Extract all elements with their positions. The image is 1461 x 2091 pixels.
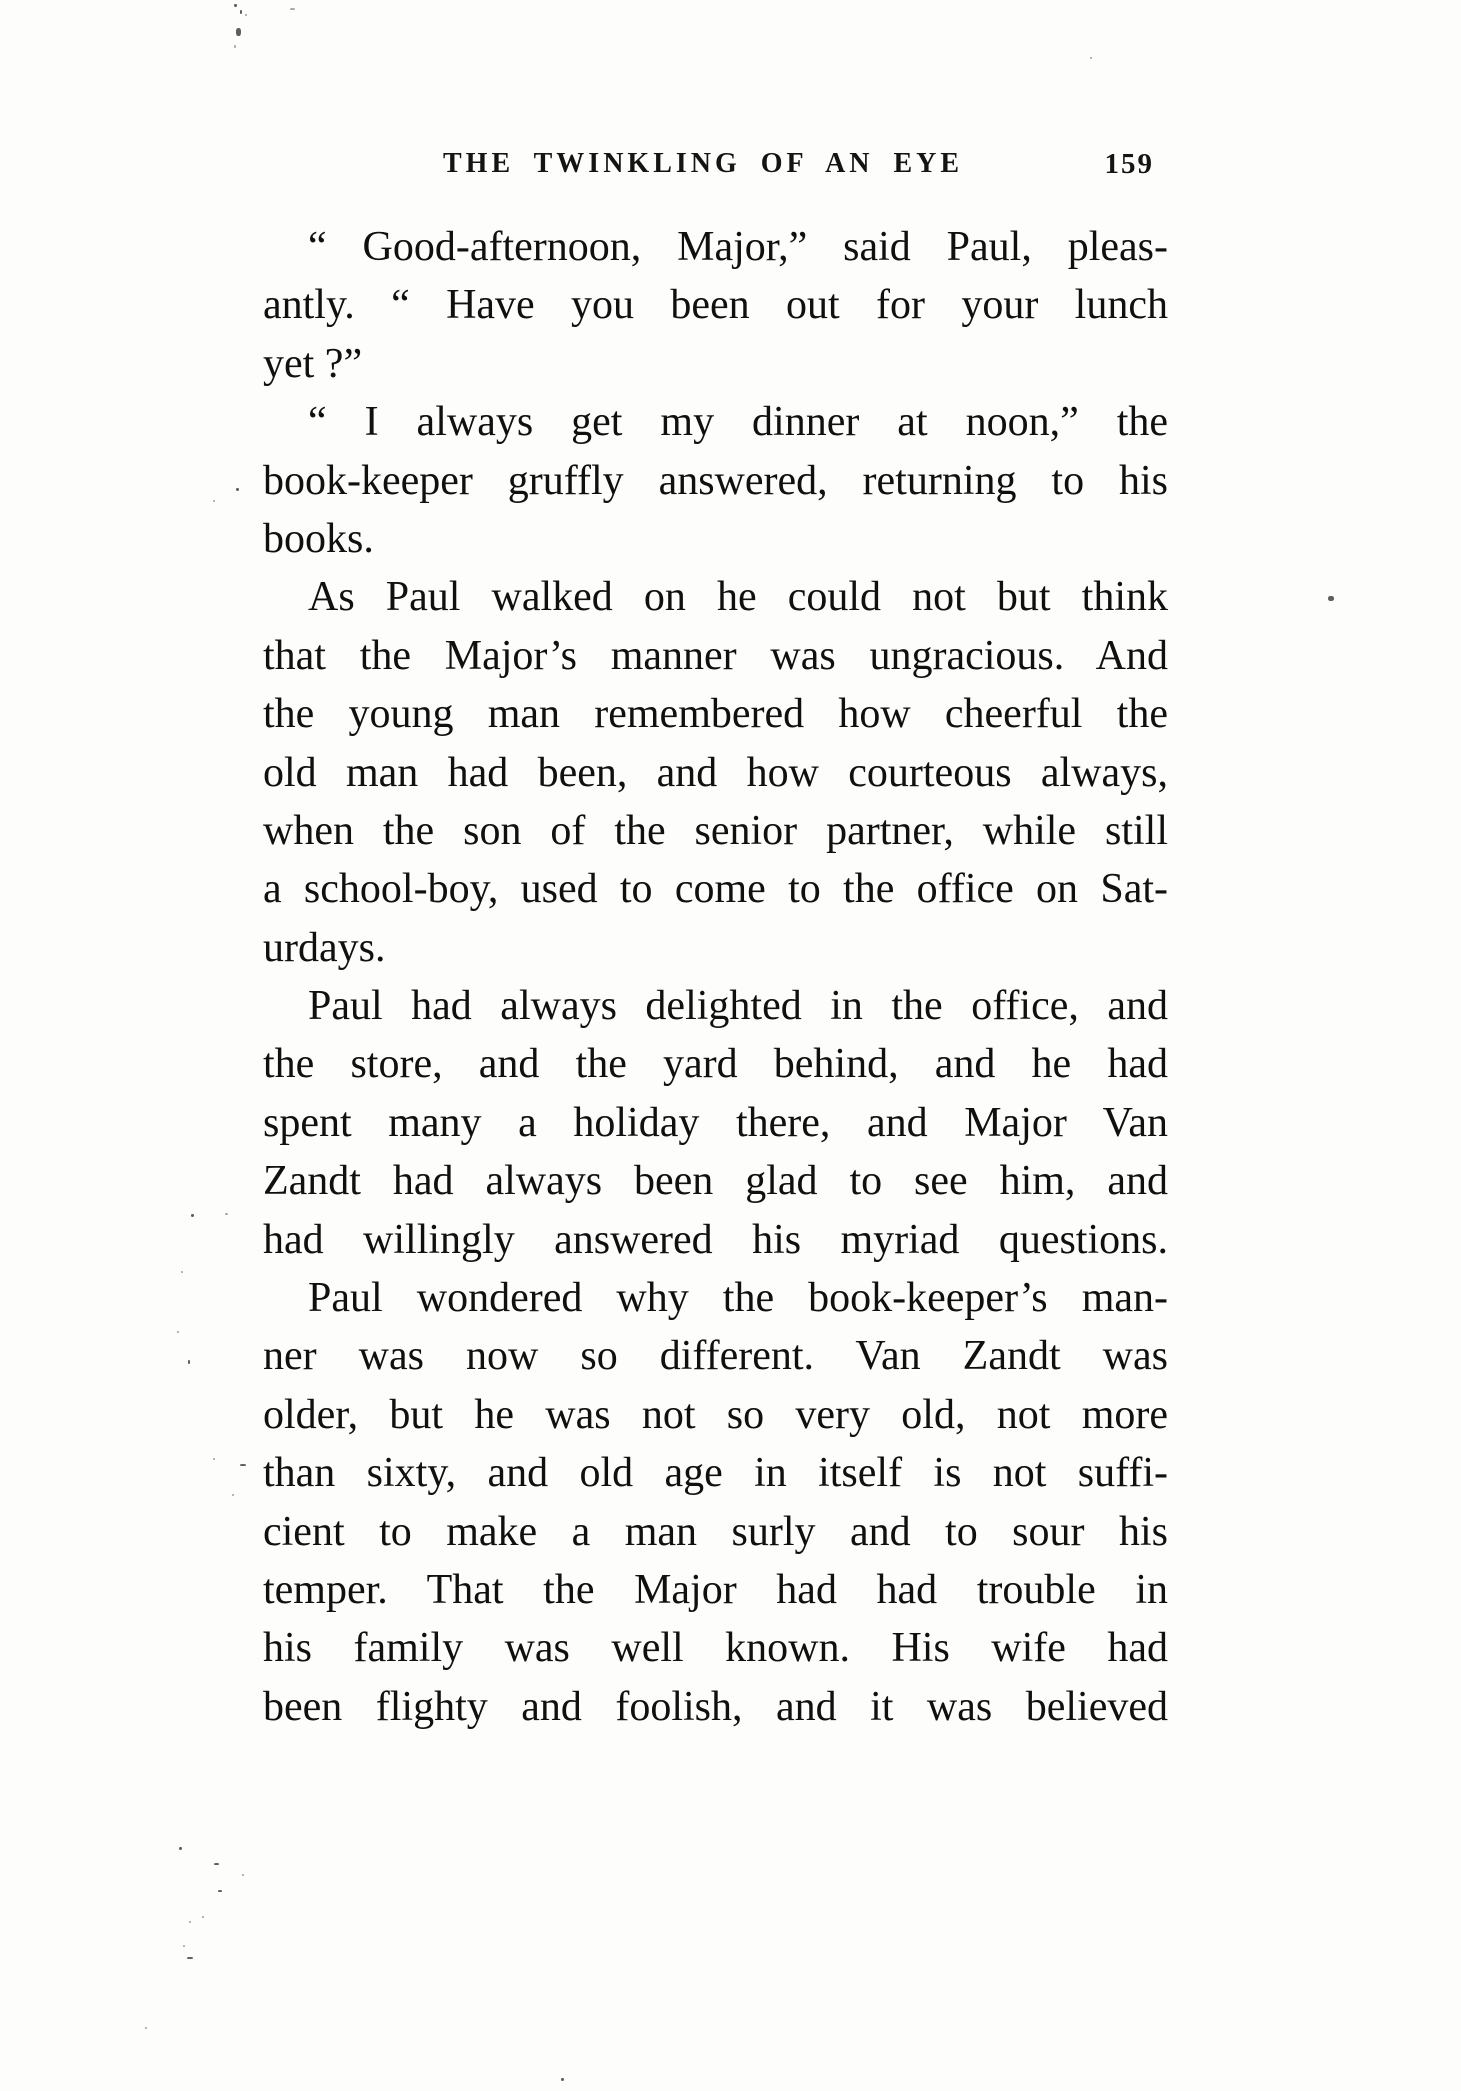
text-line: than sixty, and old age in itself is not suffi- xyxy=(263,1450,1168,1497)
text-line: cient to make a man surly and to sour his xyxy=(263,1508,1168,1555)
scan-speckle xyxy=(232,1494,234,1496)
text-line: “ I always get my dinner at noon,” the xyxy=(308,399,1168,446)
text-line: a school-boy, used to come to the office on Sat- xyxy=(263,866,1168,913)
text-line: been flighty and foolish, and it was believed xyxy=(263,1683,1168,1730)
text-line: urdays. xyxy=(263,924,386,971)
scan-speckle xyxy=(218,1890,222,1892)
scan-speckle xyxy=(179,1847,182,1850)
text-line: when the son of the senior partner, while still xyxy=(263,807,1168,854)
text-line: old man had been, and how courteous always, xyxy=(263,749,1168,796)
text-line: Paul wondered why the book-keeper’s man- xyxy=(308,1275,1168,1322)
scan-speckle xyxy=(213,500,215,502)
text-line: had willingly answered his myriad questions. xyxy=(263,1216,1168,1263)
page-number: 159 xyxy=(1104,148,1154,180)
scan-speckle xyxy=(240,1464,246,1466)
text-line: Zandt had always been glad to see him, and xyxy=(263,1158,1168,1205)
text-line: As Paul walked on he could not but think xyxy=(308,574,1168,621)
text-line: ner was now so different. Van Zandt was xyxy=(263,1333,1168,1380)
scan-speckle xyxy=(225,1213,228,1215)
scan-speckle xyxy=(145,2027,147,2029)
text-line: antly. “ Have you been out for your lunch xyxy=(263,282,1168,329)
text-line: spent many a holiday there, and Major Van xyxy=(263,1099,1168,1146)
scan-speckle xyxy=(202,1916,204,1918)
scan-speckle xyxy=(183,1945,185,1947)
text-line: the store, and the yard behind, and he had xyxy=(263,1041,1168,1088)
scan-speckle xyxy=(240,10,242,14)
scan-speckle xyxy=(234,4,237,7)
text-line: “ Good-afternoon, Major,” said Paul, pleas- xyxy=(308,224,1168,270)
scan-speckle xyxy=(191,1214,194,1217)
page-header xyxy=(263,148,1168,188)
text-line: his family was well known. His wife had xyxy=(263,1625,1168,1672)
text-line: yet ?” xyxy=(263,340,363,387)
scan-speckle xyxy=(181,1271,183,1273)
text-line: the young man remembered how cheerful the xyxy=(263,691,1168,738)
scan-speckle xyxy=(1328,596,1334,601)
text-line: book-keeper gruffly answered, returning to his xyxy=(263,457,1168,504)
scan-speckle xyxy=(1090,57,1092,59)
text-line: temper. That the Major had had trouble in xyxy=(263,1566,1168,1613)
running-title: THE TWINKLING OF AN EYE xyxy=(443,148,964,179)
scan-speckle xyxy=(245,14,247,16)
scan-speckle xyxy=(188,1360,190,1364)
text-line: that the Major’s manner was ungracious. And xyxy=(263,632,1168,679)
scan-speckle xyxy=(234,45,236,48)
scan-speckle xyxy=(189,1921,191,1923)
text-line: books. xyxy=(263,515,374,562)
scan-speckle xyxy=(213,1458,215,1460)
scan-speckle xyxy=(561,2078,564,2081)
scan-speckle xyxy=(242,1874,244,1876)
text-line: older, but he was not so very old, not more xyxy=(263,1391,1168,1438)
scan-speckle xyxy=(236,488,239,491)
scan-speckle xyxy=(214,1863,219,1865)
scan-speckle xyxy=(290,8,295,10)
scan-speckle xyxy=(177,1331,179,1333)
scan-speckle xyxy=(187,1957,193,1959)
page-body xyxy=(263,218,1168,1736)
text-line: Paul had always delighted in the office, and xyxy=(308,983,1168,1030)
scan-speckle xyxy=(236,28,241,36)
